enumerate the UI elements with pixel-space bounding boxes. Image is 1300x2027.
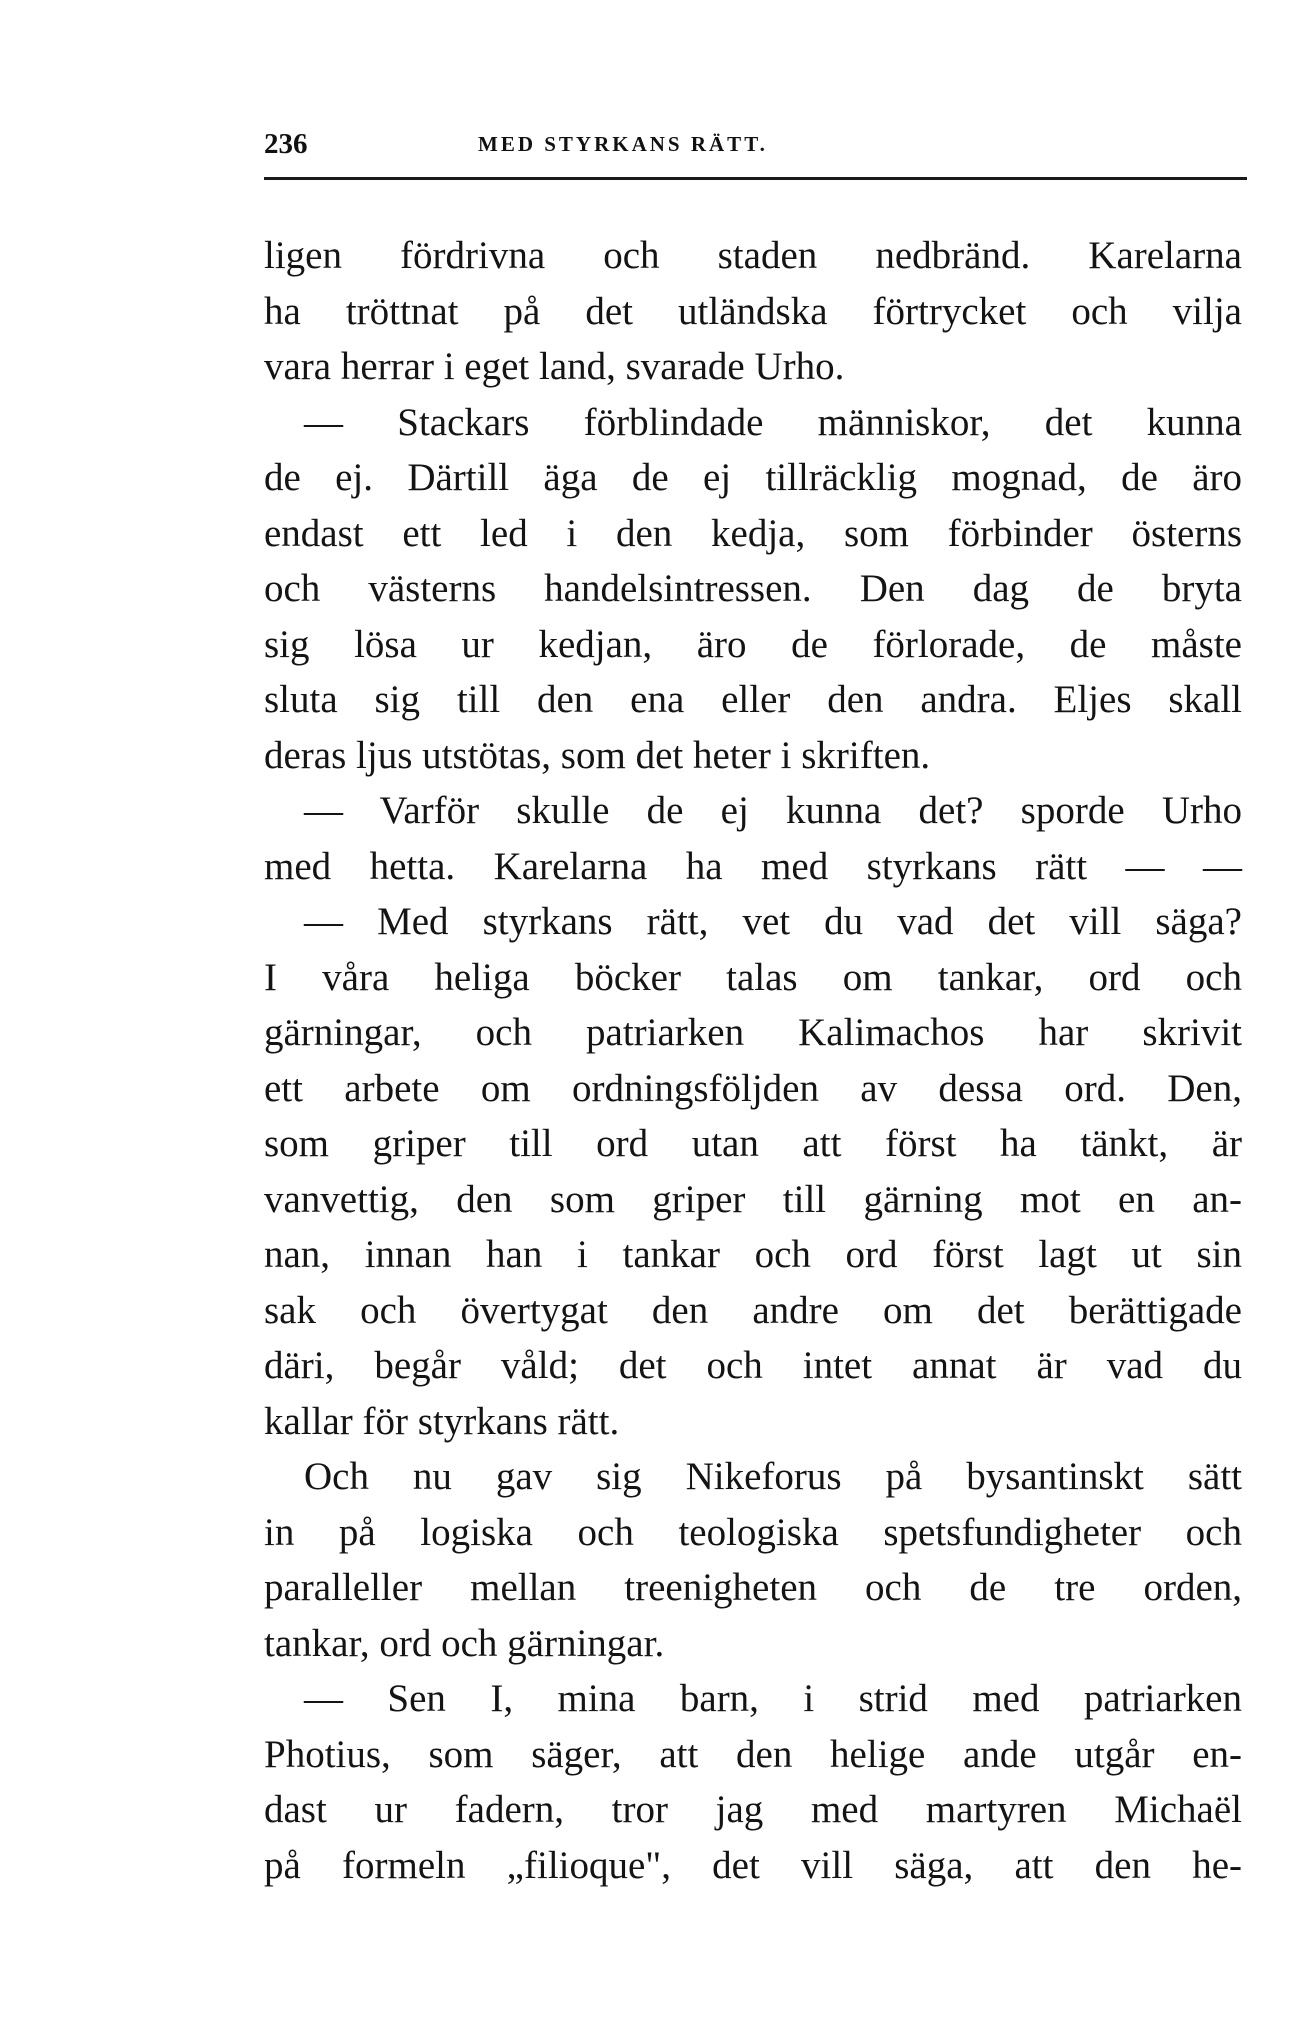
text-line: och västerns handelsintressen. Den dag de bryta — [264, 567, 1242, 610]
running-head: MED STYRKANS RÄTT. — [478, 132, 768, 156]
text-line: in på logiska och teologiska spetsfundigheter och — [264, 1510, 1242, 1554]
text-line: endast ett led i den kedja, som förbinder österns — [264, 511, 1242, 555]
text-line: med hetta. Karelarna ha med styrkans rätt — — — [264, 844, 1242, 888]
text-line: på formeln „filioque", det vill säga, att den he- — [264, 1843, 1242, 1887]
text-line: som griper till ord utan att först ha tänkt, är — [264, 1122, 1242, 1165]
text-line: sak och övertygat den andre om det berättigade — [264, 1288, 1242, 1332]
text-line: gärningar, och patriarken Kalimachos har skrivit — [264, 1011, 1242, 1054]
text-line: tankar, ord och gärningar. — [264, 1621, 665, 1665]
text-line: ligen fördrivna och staden nedbränd. Karelarna — [264, 234, 1242, 277]
text-line: sluta sig till den ena eller den andra. Eljes skall — [264, 678, 1242, 721]
text-line: nan, innan han i tankar och ord först lagt ut sin — [264, 1233, 1242, 1276]
text-line: de ej. Därtill äga de ej tillräcklig mognad, de äro — [264, 456, 1242, 499]
text-line: — Sen I, mina barn, i strid med patriarken — [304, 1677, 1242, 1720]
page-header — [264, 128, 1247, 168]
text-line: däri, begår våld; det och intet annat är vad du — [264, 1344, 1242, 1387]
text-line: kallar för styrkans rätt. — [264, 1399, 620, 1443]
page-number: 236 — [264, 128, 308, 160]
text-line: ha tröttnat på det utländska förtrycket och vilja — [264, 289, 1242, 333]
text-line: vanvettig, den som griper till gärning mot en an- — [264, 1177, 1242, 1221]
header-rule — [264, 177, 1247, 180]
text-line: ett arbete om ordningsföljden av dessa ord. Den, — [264, 1066, 1242, 1110]
body-text — [264, 228, 1242, 1893]
text-line: sig lösa ur kedjan, äro de förlorade, de måste — [264, 622, 1242, 666]
text-line: Photius, som säger, att den helige ande utgår en- — [264, 1732, 1242, 1776]
text-line: — Varför skulle de ej kunna det? sporde Urho — [304, 789, 1242, 832]
text-line: Och nu gav sig Nikeforus på bysantinskt sätt — [304, 1455, 1242, 1498]
text-line: dast ur fadern, tror jag med martyren Michaël — [264, 1788, 1242, 1831]
text-line: I våra heliga böcker talas om tankar, ord och — [264, 955, 1242, 999]
text-line: deras ljus utstötas, som det heter i skriften. — [264, 733, 931, 777]
text-line: — Med styrkans rätt, vet du vad det vill säga? — [304, 900, 1242, 943]
text-line: — Stackars förblindade människor, det kunna — [304, 400, 1242, 444]
text-line: vara herrar i eget land, svarade Urho. — [264, 345, 845, 388]
text-line: paralleller mellan treenigheten och de tre orden, — [264, 1566, 1242, 1609]
